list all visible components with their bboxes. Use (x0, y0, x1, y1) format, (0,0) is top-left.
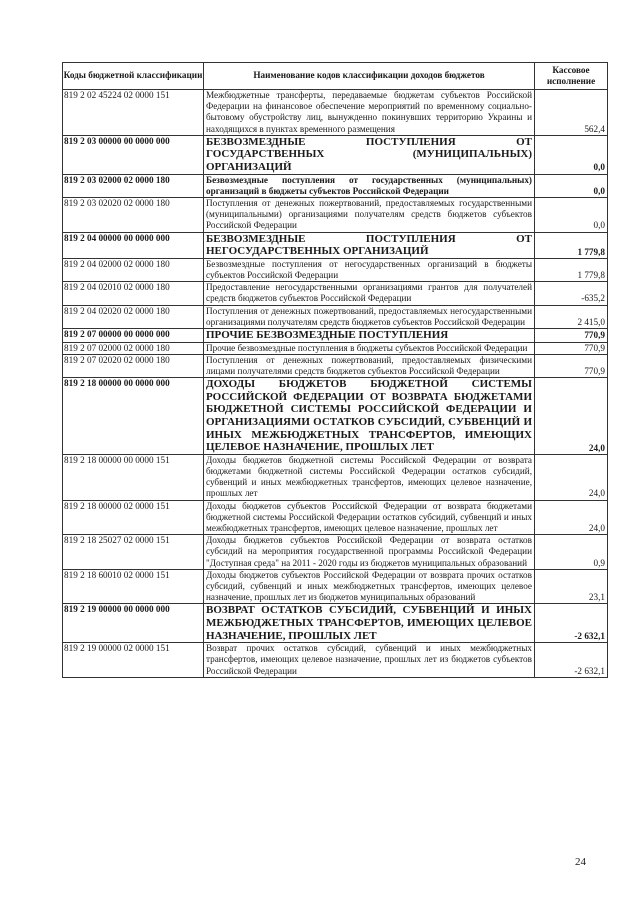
row-name: Возврат прочих остатков субсидий, субвенций и иных межбюджетных трансфертов, имеющих целевое назначение, прошлых лет из бюджетов субъектов Российской Федерации (204, 643, 535, 678)
table-row (63, 354, 608, 377)
row-value: 770,9 (535, 354, 608, 377)
row-code: 819 2 03 02020 02 0000 180 (63, 198, 204, 233)
row-name: Предоставление негосударственными организациями грантов для получателей средств бюджетов субъектов Российской Федерации (204, 282, 535, 305)
row-value: 0,9 (535, 535, 608, 570)
document-page (62, 62, 607, 678)
row-name: ПРОЧИЕ БЕЗВОЗМЕЗДНЫЕ ПОСТУПЛЕНИЯ (204, 329, 535, 343)
table-row (63, 604, 608, 643)
table-body (63, 90, 608, 678)
row-code: 819 2 04 02020 02 0000 180 (63, 305, 204, 328)
table-row (63, 90, 608, 136)
row-value: 0,0 (535, 198, 608, 233)
revenue-table (62, 62, 608, 678)
row-name: Доходы бюджетов субъектов Российской Федерации от возврата бюджетами бюджетной системы Российской Федерации остатков субсидий, субвенций и иных межбюджетных трансфертов, имеющих целевое назначение, прошлых лет (204, 500, 535, 535)
table-row (63, 174, 608, 197)
row-value: 24,0 (535, 454, 608, 500)
table-row (63, 500, 608, 535)
row-name: Безвозмездные поступления от государственных (муниципальных) организаций в бюджеты субъектов Российской Федерации (204, 174, 535, 197)
row-name: Поступления от денежных пожертвований, предоставляемых негосударственными организациями получателям средств бюджетов субъектов Российской Федерации (204, 305, 535, 328)
header-execution: Кассовое исполнение (535, 63, 608, 90)
row-code: 819 2 19 00000 02 0000 151 (63, 643, 204, 678)
table-row (63, 342, 608, 354)
row-name: Межбюджетные трансферты, передаваемые бюджетам субъектов Российской Федерации на финансовое обеспечение мероприятий по временному социально-бытовому обустройству лиц, вынужденно покинувших территорию Украины и находящихся в пунктах временного размещения (204, 90, 535, 136)
row-value: 770,9 (535, 342, 608, 354)
row-value: 0,0 (535, 174, 608, 197)
row-value: -2 632,1 (535, 604, 608, 643)
row-name: Поступления от денежных пожертвований, предоставляемых физическими лицами получателями средств бюджетов субъектов Российской Федерации (204, 354, 535, 377)
row-code: 819 2 04 02010 02 0000 180 (63, 282, 204, 305)
page-number: 24 (575, 856, 586, 868)
row-value: 1 779,8 (535, 232, 608, 258)
row-name: Доходы бюджетов бюджетной системы Российской Федерации от возврата бюджетами бюджетной системы Российской Федерации остатков субсидий, субвенций и иных межбюджетных трансфертов, имеющих целевое назначение, прошлых лет (204, 454, 535, 500)
row-name: БЕЗВОЗМЕЗДНЫЕ ПОСТУПЛЕНИЯ ОТ ГОСУДАРСТВЕННЫХ (МУНИЦИПАЛЬНЫХ) ОРГАНИЗАЦИЙ (204, 135, 535, 174)
row-name: Поступления от денежных пожертвований, предоставляемых государственными (муниципальными) организациями получателям средств бюджетов субъектов Российской Федерации (204, 198, 535, 233)
table-row (63, 535, 608, 570)
row-name: Доходы бюджетов субъектов Российской Федерации от возврата прочих остатков субсидий, субвенций и иных межбюджетных трансфертов, имеющих целевое назначение, прошлых лет из бюджетов муниципальных образований (204, 569, 535, 604)
row-code: 819 2 18 00000 02 0000 151 (63, 500, 204, 535)
row-name: Безвозмездные поступления от негосударственных организаций в бюджеты субъектов Российской Федерации (204, 258, 535, 281)
table-row (63, 232, 608, 258)
table-row (63, 198, 608, 233)
row-name: Доходы бюджетов субъектов Российской Федерации от возврата остатков субсидий на мероприятия государственной программы Российской Федерации "Доступная среда" на 2011 - 2020 годы из бюджетов муниципальных образований (204, 535, 535, 570)
row-value: 562,4 (535, 90, 608, 136)
row-code: 819 2 18 25027 02 0000 151 (63, 535, 204, 570)
row-value: 23,1 (535, 569, 608, 604)
row-code: 819 2 07 02000 02 0000 180 (63, 342, 204, 354)
row-code: 819 2 02 45224 02 0000 151 (63, 90, 204, 136)
table-row (63, 329, 608, 343)
row-name: ВОЗВРАТ ОСТАТКОВ СУБСИДИЙ, СУБВЕНЦИЙ И ИНЫХ МЕЖБЮДЖЕТНЫХ ТРАНСФЕРТОВ, ИМЕЮЩИХ ЦЕЛЕВОЕ НАЗНАЧЕНИЕ, ПРОШЛЫХ ЛЕТ (204, 604, 535, 643)
table-row (63, 378, 608, 455)
row-value: 770,9 (535, 329, 608, 343)
row-code: 819 2 18 00000 00 0000 151 (63, 454, 204, 500)
row-code: 819 2 19 00000 00 0000 000 (63, 604, 204, 643)
row-name: БЕЗВОЗМЕЗДНЫЕ ПОСТУПЛЕНИЯ ОТ НЕГОСУДАРСТВЕННЫХ ОРГАНИЗАЦИЙ (204, 232, 535, 258)
header-name: Наименование кодов классификации доходов бюджетов (204, 63, 535, 90)
row-code: 819 2 04 00000 00 0000 000 (63, 232, 204, 258)
table-row (63, 454, 608, 500)
row-code: 819 2 03 00000 00 0000 000 (63, 135, 204, 174)
table-header-row (63, 63, 608, 90)
row-value: 0,0 (535, 135, 608, 174)
row-value: -635,2 (535, 282, 608, 305)
row-value: -2 632,1 (535, 643, 608, 678)
row-code: 819 2 04 02000 02 0000 180 (63, 258, 204, 281)
row-code: 819 2 18 60010 02 0000 151 (63, 569, 204, 604)
table-row (63, 643, 608, 678)
table-row (63, 135, 608, 174)
header-codes: Коды бюджетной классификации (63, 63, 204, 90)
row-code: 819 2 07 02020 02 0000 180 (63, 354, 204, 377)
table-row (63, 569, 608, 604)
row-value: 1 779,8 (535, 258, 608, 281)
row-value: 2 415,0 (535, 305, 608, 328)
table-row (63, 258, 608, 281)
row-name: ДОХОДЫ БЮДЖЕТОВ БЮДЖЕТНОЙ СИСТЕМЫ РОССИЙСКОЙ ФЕДЕРАЦИИ ОТ ВОЗВРАТА БЮДЖЕТАМИ БЮДЖЕТНОЙ СИСТЕМЫ РОССИЙСКОЙ ФЕДЕРАЦИИ И ОРГАНИЗАЦИЯМИ ОСТАТКОВ СУБСИДИЙ, СУБВЕНЦИЙ И ИНЫХ МЕЖБЮДЖЕТНЫХ ТРАНСФЕРТОВ, ИМЕЮЩИХ ЦЕЛЕВОЕ НАЗНАЧЕНИЕ, ПРОШЛЫХ ЛЕТ (204, 378, 535, 455)
row-code: 819 2 07 00000 00 0000 000 (63, 329, 204, 343)
row-code: 819 2 18 00000 00 0000 000 (63, 378, 204, 455)
row-value: 24,0 (535, 500, 608, 535)
row-code: 819 2 03 02000 02 0000 180 (63, 174, 204, 197)
row-name: Прочие безвозмездные поступления в бюджеты субъектов Российской Федерации (204, 342, 535, 354)
table-row (63, 282, 608, 305)
table-row (63, 305, 608, 328)
row-value: 24,0 (535, 378, 608, 455)
